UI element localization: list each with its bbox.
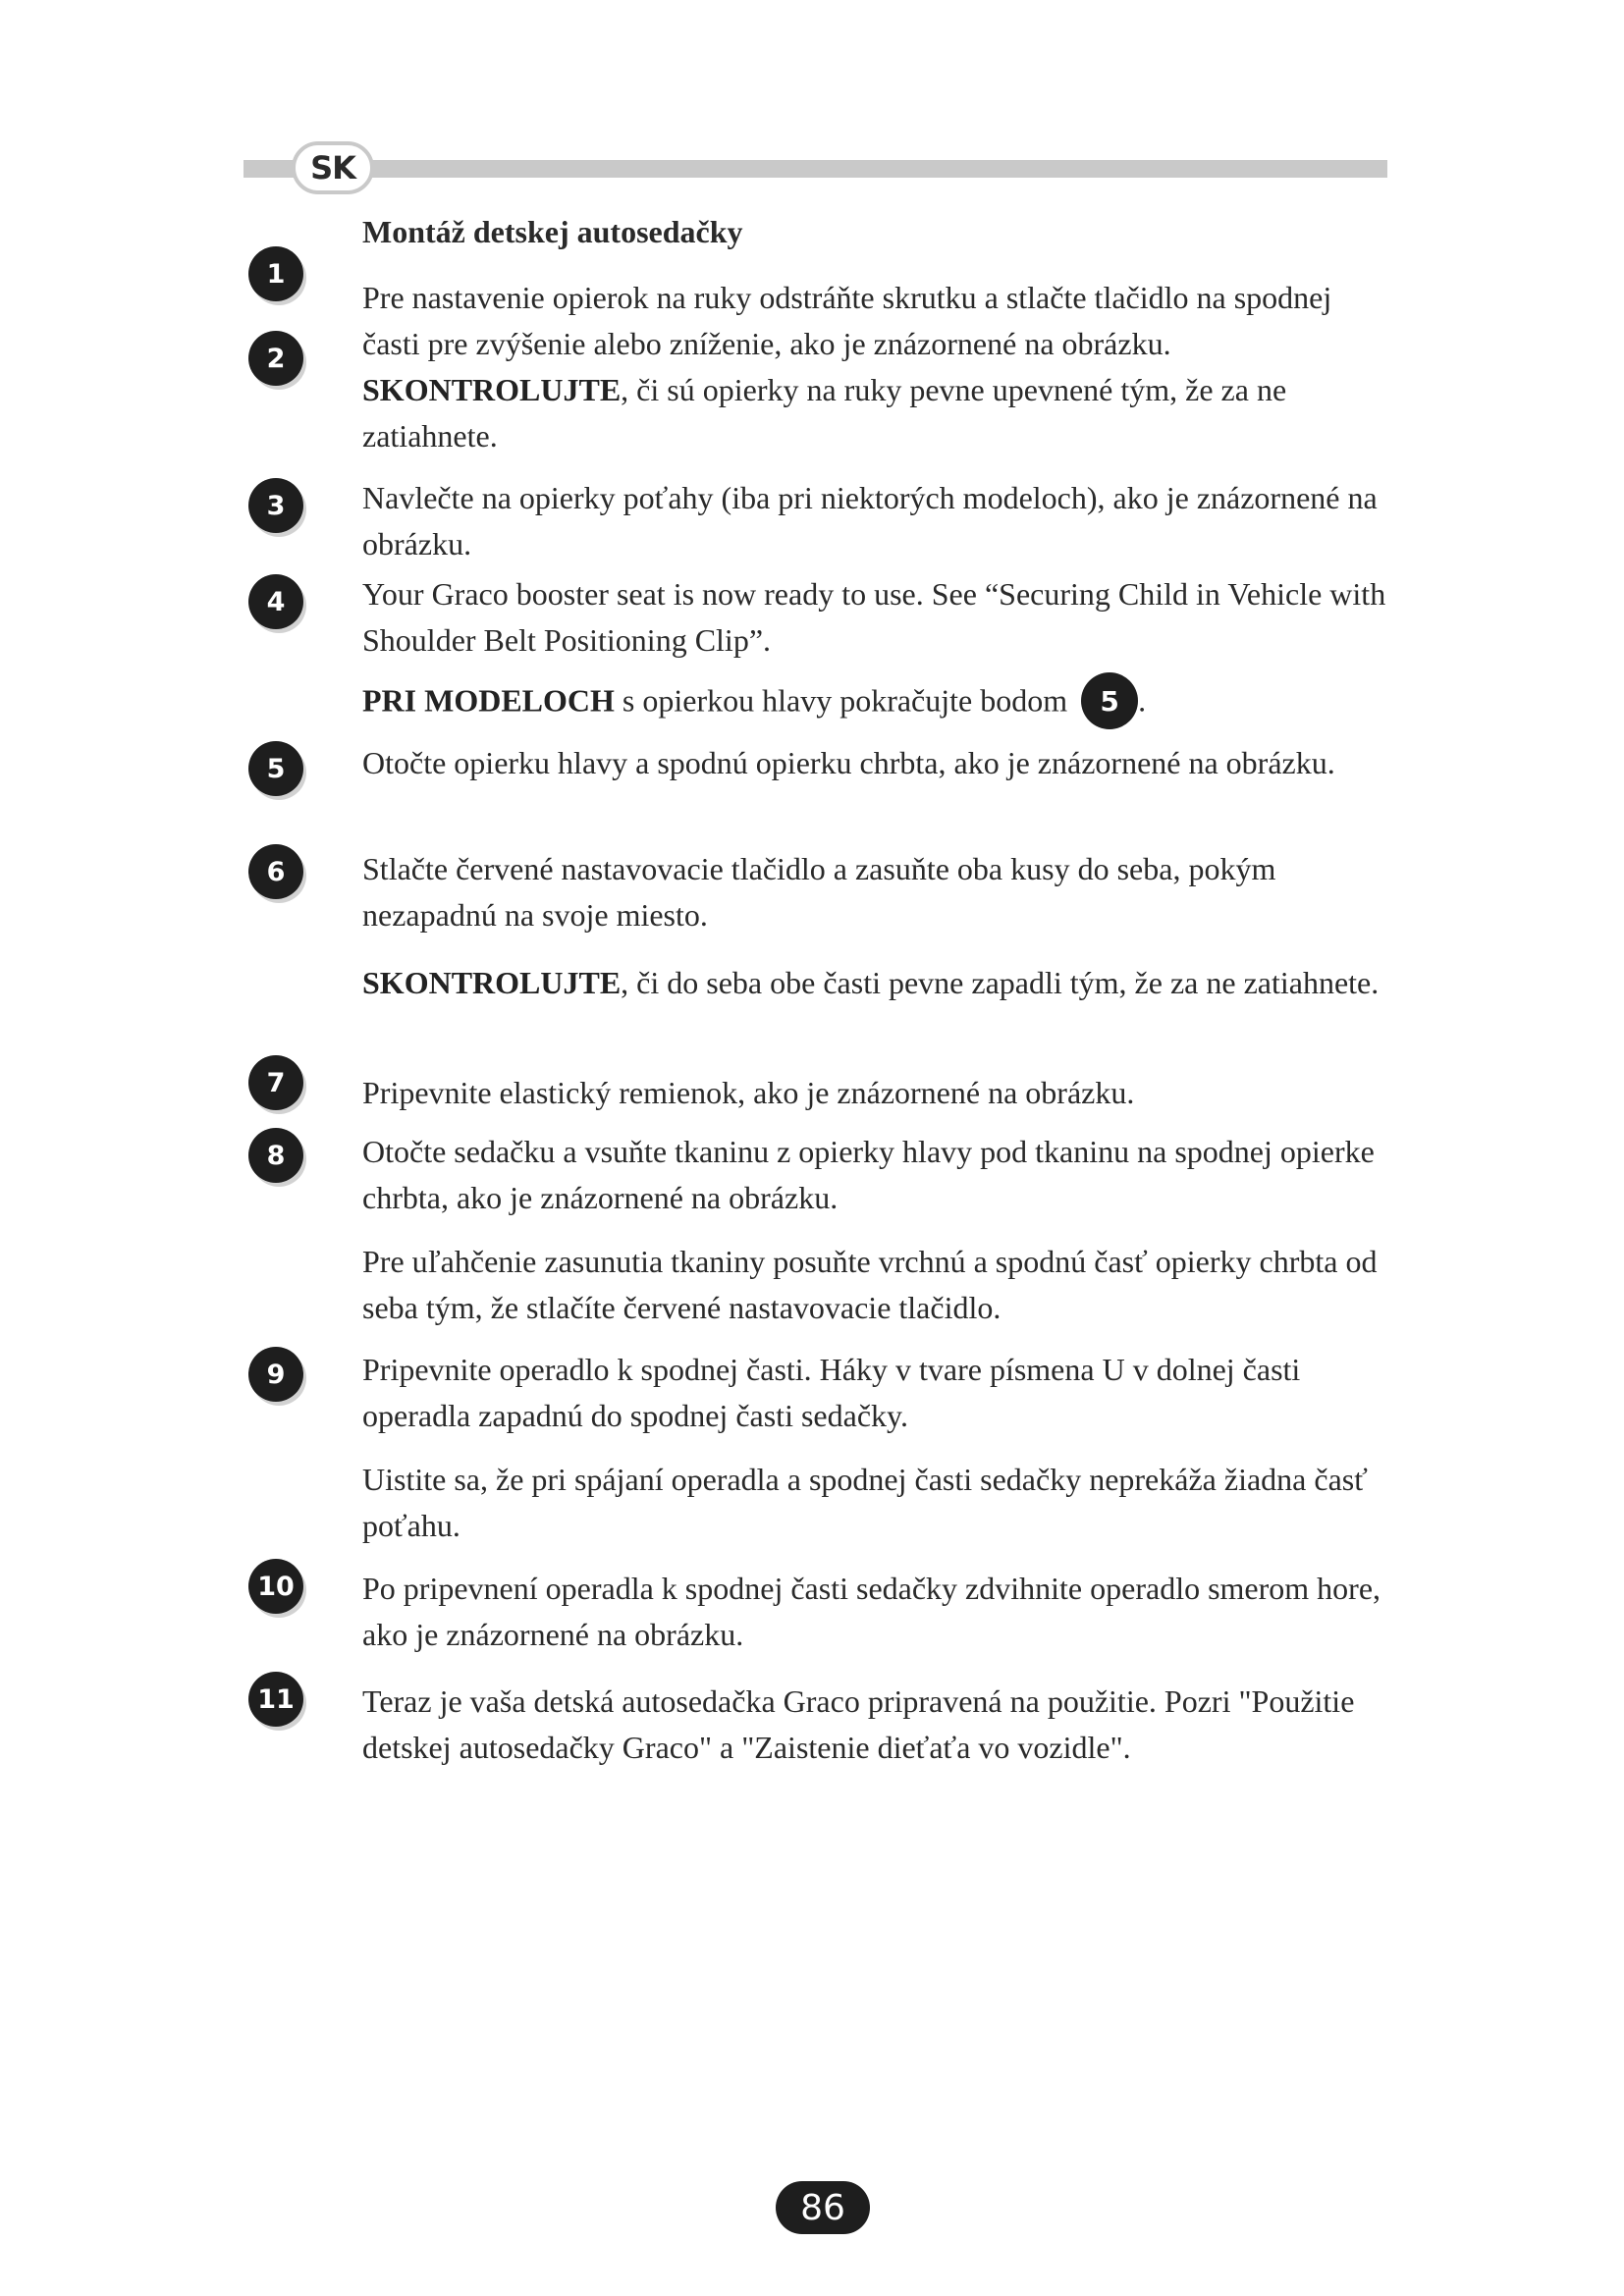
- step-4-text: Your Graco booster seat is now ready to use. See “Securing Child in Vehicle with Shoulder Belt Positioning Clip”.: [362, 576, 1386, 658]
- step-1-2-body: Pre nastavenie opierok na ruky odstráňte skrutku a stlačte tlačidlo na spodnej časti pre zvýšenie alebo zníženie, ako je znázornené na obrázku.: [362, 280, 1332, 361]
- step-number-2: 2: [248, 331, 303, 386]
- models-label: PRI MODELOCH: [362, 682, 615, 719]
- step-number-6: 6: [248, 844, 303, 899]
- step-9-text: Pripevnite operadlo k spodnej časti. Háky v tvare písmena U v dolnej časti operadla zapadnú do spodnej časti sedačky.: [362, 1352, 1301, 1433]
- page-title: Montáž detskej autosedačky: [362, 214, 743, 249]
- header-rule: [244, 160, 1387, 178]
- models-note: [362, 675, 1388, 732]
- check-text-2: , či do seba obe časti pevne zapadli tým, že za ne zatiahnete.: [621, 965, 1380, 1000]
- step-10-text: Po pripevnení operadla k spodnej časti sedačky zdvihnite operadlo smerom hore, ako je znázornené na obrázku.: [362, 1571, 1381, 1652]
- check-label-2: SKONTROLUJTE: [362, 965, 622, 1000]
- step-number-3: 3: [248, 478, 303, 533]
- step-8-text: Otočte sedačku a vsuňte tkaninu z opierky hlavy pod tkaninu na spodnej opierke chrbta, ako je znázornené na obrázku.: [362, 1134, 1375, 1215]
- step-11-text: Teraz je vaša detská autosedačka Graco pripravená na použitie. Pozri "Použitie detskej autosedačky Graco" a "Zaistenie dieťaťa vo vozidle".: [362, 1683, 1355, 1765]
- models-end: .: [1138, 682, 1147, 719]
- step-number-4: 4: [248, 574, 303, 629]
- step-7-text: Pripevnite elastický remienok, ako je znázornené na obrázku.: [362, 1075, 1135, 1110]
- step-number-8: 8: [248, 1128, 303, 1183]
- step-number-7: 7: [248, 1055, 303, 1110]
- language-badge: SK: [292, 141, 374, 194]
- step-6-check: [362, 960, 1388, 1006]
- check-label: SKONTROLUJTE: [362, 372, 622, 407]
- check-text: , či sú opierky na ruky pevne upevnené tým, že za ne zatiahnete.: [362, 372, 1287, 454]
- step-9-note: Uistite sa, že pri spájaní operadla a spodnej časti sedačky neprekáža žiadna časť poťahu.: [362, 1462, 1368, 1543]
- step-reference-badge: 5: [1081, 672, 1138, 729]
- step-number-1: 1: [248, 246, 303, 301]
- step-number-5: 5: [248, 741, 303, 796]
- step-8-note: Pre uľahčenie zasunutia tkaniny posuňte vrchnú a spodnú časť opierky chrbta od seba tým, že stlačíte červené nastavovacie tlačidlo.: [362, 1244, 1378, 1325]
- step-number-10: 10: [248, 1559, 303, 1614]
- step-number-9: 9: [248, 1347, 303, 1402]
- step-3-text: Navlečte na opierky poťahy (iba pri niektorých modeloch), ako je znázornené na obrázku.: [362, 480, 1378, 561]
- step-5-text: Otočte opierku hlavy a spodnú opierku chrbta, ako je znázornené na obrázku.: [362, 745, 1335, 780]
- page-number: 86: [776, 2181, 870, 2234]
- step-number-11: 11: [248, 1672, 303, 1727]
- step-1-2-text: [362, 275, 1388, 459]
- models-text: s opierkou hlavy pokračujte bodom: [614, 682, 1068, 719]
- step-6-text: Stlačte červené nastavovacie tlačidlo a zasuňte oba kusy do seba, pokým nezapadnú na svoje miesto.: [362, 851, 1276, 933]
